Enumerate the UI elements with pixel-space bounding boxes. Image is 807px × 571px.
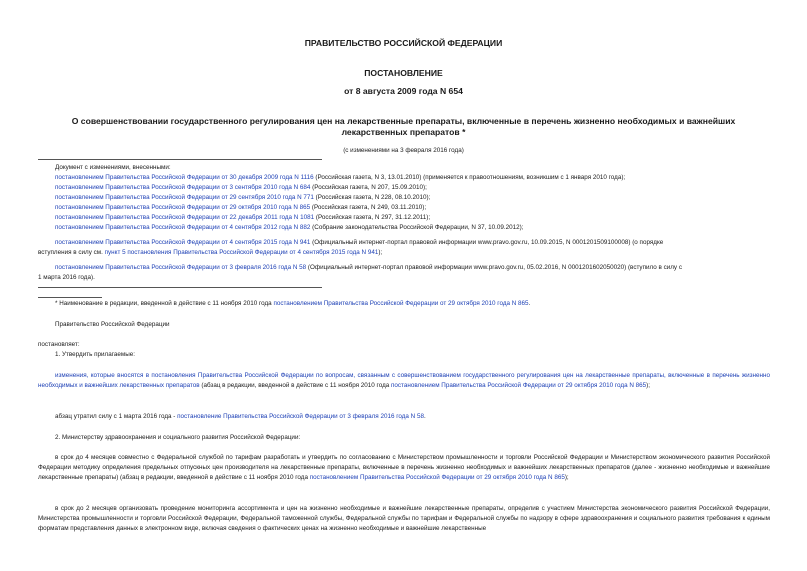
date-number-heading: от 8 августа 2009 года N 654	[344, 86, 463, 96]
paragraph-1: 1. Утвердить прилагаемые:	[55, 351, 135, 358]
amendment-item: постановлением Правительства Российской Федерации от 4 сентября 2012 года N 882 (Собрание законодательства Российской Федерации, N 37, 10.09.2012);	[55, 224, 524, 231]
doc-type-heading: ПОСТАНОВЛЕНИЕ	[364, 68, 443, 78]
amendment-link[interactable]: постановлением Правительства Российской Федерации от 29 октября 2010 года N 865	[55, 204, 311, 211]
amendment-link[interactable]: постановлением Правительства Российской Федерации от 22 декабря 2011 года N 1081	[55, 214, 315, 221]
footnote-link[interactable]: постановлением Правительства Российской Федерации от 29 октября 2010 года N 865	[273, 300, 529, 307]
amendment-item: постановлением Правительства Российской Федерации от 3 сентября 2010 года N 684 (Российская газета, N 207, 15.09.2010);	[55, 184, 427, 191]
changes-note: (с изменениями на 3 февраля 2016 года)	[343, 147, 464, 154]
government-label: Правительство Российской Федерации	[55, 321, 170, 328]
title-line-2: лекарственных препаратов *	[341, 127, 466, 137]
paragraph-1b: абзац утратил силу с 1 марта 2016 года - постановление Правительства Российской Федерации от 3 февраля 2016 года N 58.	[55, 413, 426, 420]
separator-bottom	[38, 287, 322, 288]
amendment-link[interactable]: постановлением Правительства Российской Федерации от 30 декабря 2009 года N 1116	[55, 174, 314, 181]
amendment-item: постановлением Правительства Российской Федерации от 4 сентября 2015 года N 941 (Официальный интернет-портал правовой информации www.pravo.gov.ru, 10.09.2015, N 0001201509100008) (о порядке	[55, 239, 664, 246]
amendment-ref-link[interactable]: постановлением Правительства Российской Федерации от 29 октября 2010 года N 865	[391, 382, 647, 390]
amendment-item: постановлением Правительства Российской Федерации от 29 октября 2010 года N 865 (Российская газета, N 249, 03.11.2010);	[55, 204, 427, 211]
footnote: * Наименование в редакции, введенной в действие с 11 ноября 2010 года постановлением Правительства Российской Федерации от 29 октября 2010 года N 865.	[55, 300, 531, 307]
amendment-item: постановлением Правительства Российской Федерации от 29 сентября 2010 года N 771 (Российская газета, N 228, 08.10.2010);	[55, 194, 431, 201]
government-heading: ПРАВИТЕЛЬСТВО РОССИЙСКОЙ ФЕДЕРАЦИИ	[304, 38, 503, 48]
paragraph-2a: в срок до 4 месяцев совместно с Федеральной службой по тарифам разработать и утвердить по согласованию с Министерством промышленности и торговли Российской Федерации и Министерством экономического развития Российской Федерации методику определения предельных отпускных цен производителя на лекарственные препараты, включенные в перечень жизненно необходимых и важнейших лекарственных препаратов (далее - жизненно необходимые и важнейшие лекарственные препараты) (абзац в редакции, введенной в действие с 11 ноября 2010 года постановлением Правительства Российской Федерации от 29 октября 2010 года N 865);	[38, 454, 770, 482]
amendment-item: постановлением Правительства Российской Федерации от 3 февраля 2016 года N 58 (Официальный интернет-портал правовой информации www.pravo.gov.ru, 05.02.2016, N 0001201602050020) (вступило в силу с	[55, 264, 682, 271]
amendment-ref-link[interactable]: постановлением Правительства Российской Федерации от 29 октября 2010 года N 865	[309, 474, 565, 482]
footnote-separator	[38, 297, 102, 298]
amendment-link[interactable]: пункт 5 постановления Правительства Российской Федерации от 4 сентября 2015 года N 941	[104, 249, 379, 256]
title-line-1: О совершенствовании государственного регулирования цен на лекарственные препараты, включенные в перечень жизненно необходимых и важнейших	[71, 116, 736, 126]
paragraph-2b: в срок до 2 месяцев организовать проведение мониторинга ассортимента и цен на жизненно необходимые и важнейшие лекарственные препараты, определив с участием Министерства экономического развития Российской Федерации, Министерства промышленности и торговли Российской Федерации, Федеральной таможенной службы, Федеральной службы по тарифам и Федеральной службы по надзору в сфере здравоохранения и социального развития требования к единым форматам представления данных в электронном виде, включая сведения о фактических ценах на жизненно необходимые и важнейшие лекарственные	[38, 505, 770, 533]
amendment-item-continuation: 1 марта 2016 года).	[38, 274, 95, 281]
amendment-link[interactable]: постановлением Правительства Российской Федерации от 29 сентября 2010 года N 771	[55, 194, 314, 201]
paragraph-2: 2. Министерству здравоохранения и социального развития Российской Федерации:	[55, 434, 301, 441]
amendment-link[interactable]: постановлением Правительства Российской Федерации от 3 февраля 2016 года N 58	[55, 264, 307, 271]
amendments-intro: Документ с изменениями, внесенными:	[55, 164, 171, 171]
resolves-label: постановляет:	[38, 341, 80, 348]
repeal-link[interactable]: постановление Правительства Российской Федерации от 3 февраля 2016 года N 58	[177, 413, 424, 420]
changes-link[interactable]: изменения, которые вносятся в постановления Правительства Российской Федерации по вопросам, связанным с совершенствованием государственного регулирования цен на лекарственные препараты, включенные в перечень жизненно необходимых и важнейших лекарственных препаратов	[38, 372, 770, 390]
amendment-item: постановлением Правительства Российской Федерации от 30 декабря 2009 года N 1116 (Российская газета, N 3, 13.01.2010) (применяется к правоотношениям, возникшим с 1 января 2010 года);	[55, 174, 626, 181]
paragraph-1a: изменения, которые вносятся в постановления Правительства Российской Федерации по вопросам, связанным с совершенствованием государственного регулирования цен на лекарственные препараты, включенные в перечень жизненно необходимых и важнейших лекарственных препаратов (абзац в редакции, введенной в действие с 11 ноября 2010 года постановлением Правительства Российской Федерации от 29 октября 2010 года N 865);	[38, 372, 770, 390]
amendment-link[interactable]: постановлением Правительства Российской Федерации от 4 сентября 2012 года N 882	[55, 224, 311, 231]
separator-top	[38, 159, 322, 160]
amendment-item: постановлением Правительства Российской Федерации от 22 декабря 2011 года N 1081 (Российская газета, N 297, 31.12.2011);	[55, 214, 431, 221]
amendment-item-continuation: вступления в силу см. пункт 5 постановления Правительства Российской Федерации от 4 сентября 2015 года N 941);	[38, 249, 383, 256]
amendment-link[interactable]: постановлением Правительства Российской Федерации от 3 сентября 2010 года N 684	[55, 184, 311, 191]
amendment-link[interactable]: постановлением Правительства Российской Федерации от 4 сентября 2015 года N 941	[55, 239, 311, 246]
